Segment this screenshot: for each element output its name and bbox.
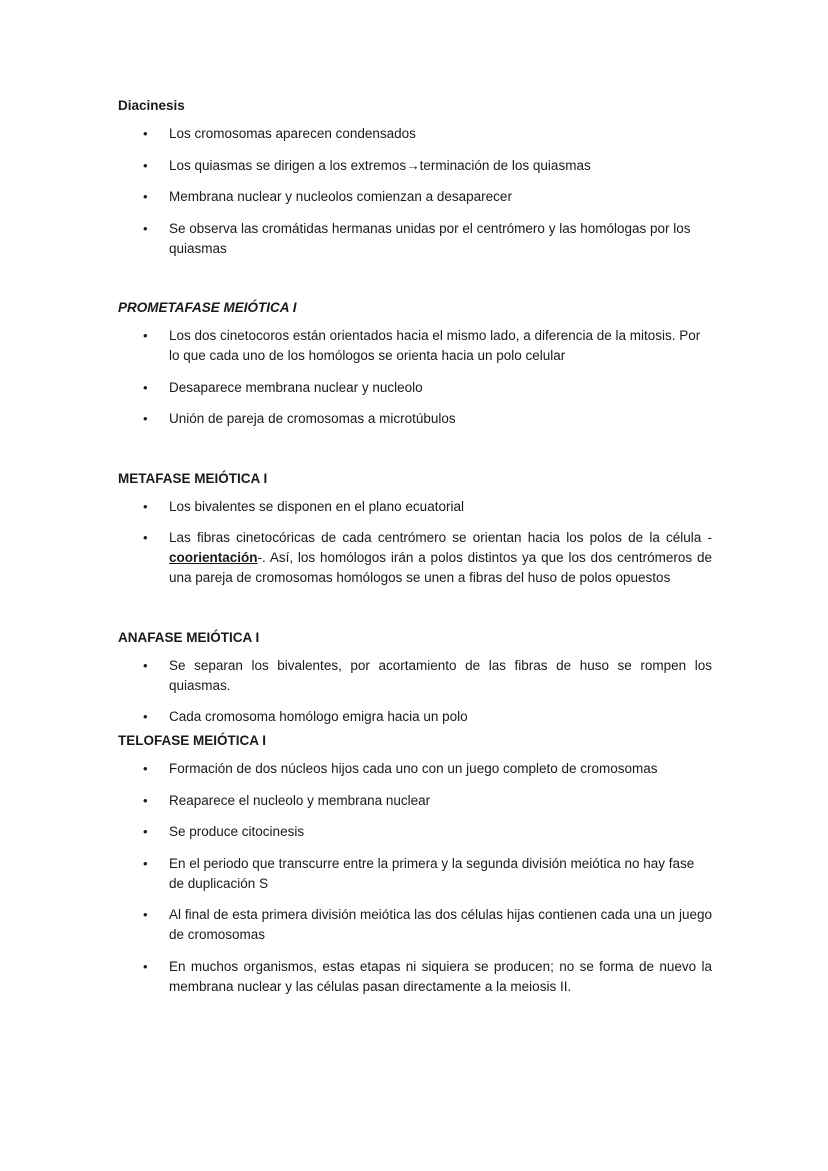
bullet-icon: • [143, 657, 148, 673]
section-heading: TELOFASE MEIÓTICA I [118, 733, 267, 748]
list-item: • En muchos organismos, estas etapas ni siquiera se producen; no se forma de nuevo la membrana nuclear y las células pasan directamente a la meiosis II. [143, 958, 712, 994]
list-item: • Se observa las cromátidas hermanas unidas por el centrómero y las homólogas por los quiasmas [143, 220, 691, 256]
section-heading: ANAFASE MEIÓTICA I [118, 629, 260, 645]
bullet-icon: • [143, 958, 148, 974]
bullet-list [118, 497, 712, 589]
list-item: • Al final de esta primera división meiótica las dos células hijas contienen cada una un juego de cromosomas [143, 907, 712, 942]
section-telofase [118, 731, 712, 997]
section-heading: Diacinesis [118, 98, 185, 113]
bullet-list [118, 326, 712, 429]
bullet-icon: • [143, 709, 148, 724]
section-metafase [118, 469, 712, 589]
bullet-icon: • [143, 792, 148, 808]
bullet-icon: • [143, 411, 148, 426]
list-item: • Unión de pareja de cromosomas a microtúbulos [118, 409, 712, 429]
bullet-icon: • [143, 530, 148, 545]
bullet-icon: • [143, 379, 148, 395]
list-item: • Las fibras cinetocóricas de cada centrómero se orientan hacia los polos de la célula - coorientación-. Así, los homólogos irán a polos distintos ya que los dos centrómeros de una pareja de cromosomas homólogos se unen a fibras del huso de polos opuestos [143, 530, 712, 585]
list-item: • En el periodo que transcurre entre la primera y la segunda división meiótica no hay fase de duplicación S [143, 855, 695, 891]
bullet-icon: • [143, 126, 148, 141]
bullet-icon: • [143, 220, 148, 236]
bullet-icon: • [143, 498, 148, 514]
list-item: • Los bivalentes se disponen en el plano ecuatorial [118, 497, 712, 517]
list-item: • Formación de dos núcleos hijos cada uno con un juego completo de cromosomas [118, 759, 712, 779]
section-heading: PROMETAFASE MEIÓTICA I [118, 300, 297, 315]
section-heading: METAFASE MEIÓTICA I [118, 470, 268, 486]
list-item: • Membrana nuclear y nucleolos comienzan a desaparecer [118, 187, 712, 207]
bullet-icon: • [143, 824, 148, 839]
section-anafase [118, 628, 712, 728]
section-diacinesis [118, 96, 712, 259]
bullet-icon: • [143, 761, 148, 776]
list-item: • Cada cromosoma homólogo emigra hacia un polo [118, 707, 712, 727]
list-item: • Los quiasmas se dirigen a los extremos→terminación de los quiasmas [118, 156, 712, 176]
bullet-icon: • [143, 855, 148, 871]
section-prometafase [118, 298, 712, 429]
bullet-list [118, 124, 712, 259]
list-item: • Reaparece el nucleolo y membrana nuclear [118, 791, 712, 811]
list-item: • Se separan los bivalentes, por acortamiento de las fibras de huso se rompen los quiasmas. [143, 657, 712, 693]
bullet-icon: • [143, 907, 148, 922]
document-page [118, 96, 712, 1008]
bullet-list [118, 759, 712, 997]
bullet-icon: • [143, 328, 148, 343]
list-item: • Los dos cinetocoros están orientados hacia el mismo lado, a diferencia de la mitosis. Por lo que cada uno de los homólogos se orienta hacia un polo celular [143, 328, 701, 363]
emphasis-term: coorientación [169, 550, 258, 565]
bullet-icon: • [143, 157, 148, 173]
list-item: • Los cromosomas aparecen condensados [118, 124, 712, 144]
bullet-icon: • [143, 189, 148, 204]
bullet-list [118, 656, 712, 728]
list-item: • Se produce citocinesis [118, 822, 712, 842]
list-item: • Desaparece membrana nuclear y nucleolo [118, 378, 712, 398]
